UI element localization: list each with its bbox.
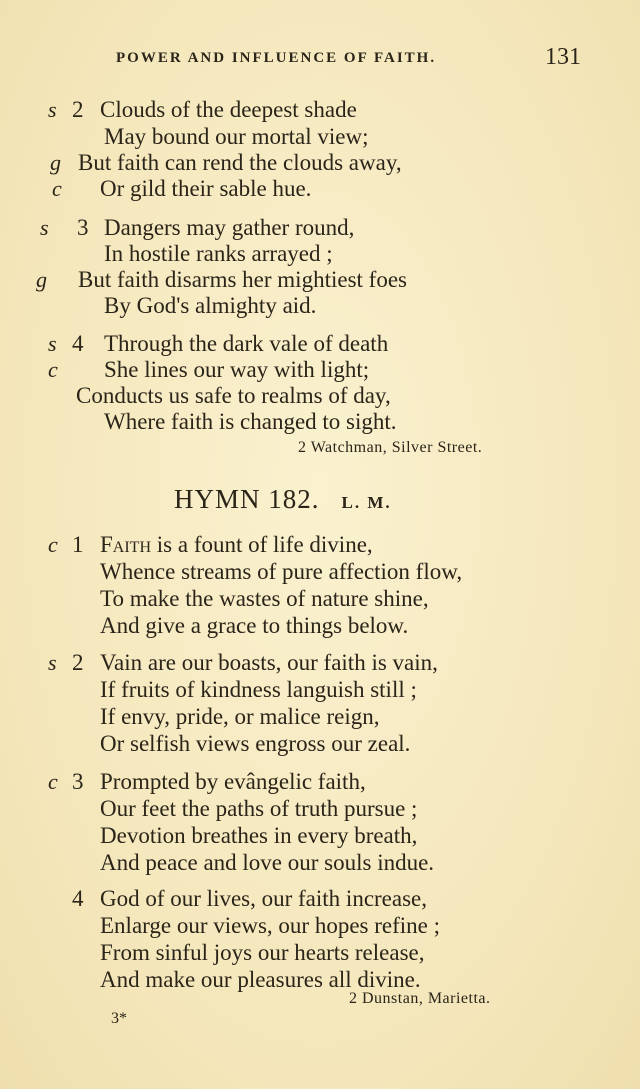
verse-mark: s: [48, 331, 57, 356]
verse-line: If envy, pride, or malice reign,: [100, 704, 380, 729]
verse-line: Enlarge our views, our hopes refine ;: [100, 913, 441, 938]
verse-line: But faith disarms her mightiest foes: [78, 267, 407, 292]
verse-mark: s: [40, 215, 49, 240]
verse-line: Dangers may gather round,: [104, 215, 355, 240]
verse-line: By God's almighty aid.: [104, 293, 317, 318]
verse-line: In hostile ranks arrayed ;: [104, 241, 333, 266]
verse-line: May bound our mortal view;: [104, 124, 369, 149]
verse-line: Prompted by evângelic faith,: [100, 769, 366, 794]
verse-line: Or gild their sable hue.: [100, 176, 312, 201]
verse-number: 4: [72, 886, 84, 911]
verse-line: Devotion breathes in every breath,: [100, 823, 418, 848]
verse-mark: c: [52, 176, 62, 201]
hymn-heading: [174, 484, 392, 515]
page-number: 131: [545, 44, 581, 70]
verse-line: She lines our way with light;: [104, 357, 370, 382]
verse-number: 2: [72, 650, 84, 675]
verse-line: Conducts us safe to realms of day,: [76, 383, 391, 408]
verse-line: God of our lives, our faith increase,: [100, 886, 428, 911]
verse-line: If fruits of kindness languish still ;: [100, 677, 417, 702]
verse-line: From sinful joys our hearts release,: [100, 940, 425, 965]
verse-line: Our feet the paths of truth pursue ;: [100, 796, 418, 821]
verse-line: Where faith is changed to sight.: [104, 409, 397, 434]
verse-number: 3: [77, 215, 89, 240]
verse-line: Clouds of the deepest shade: [100, 97, 357, 122]
verse-line: And give a grace to things below.: [100, 613, 409, 638]
verse-mark: c: [48, 532, 58, 557]
verse-mark: g: [50, 150, 61, 175]
verse-number: 3: [72, 769, 84, 794]
verse-mark: c: [48, 769, 58, 794]
page-header: [0, 46, 640, 76]
verse-line: [100, 532, 373, 558]
running-title: POWER AND INFLUENCE OF FAITH.: [116, 50, 437, 66]
verse-line: Through the dark vale of death: [104, 331, 389, 356]
verse-mark: c: [48, 357, 58, 382]
tune-reference: 2 Watchman, Silver Street.: [298, 439, 483, 456]
verse-number: 1: [72, 532, 84, 557]
verse-line: Vain are our boasts, our faith is vain,: [100, 650, 438, 675]
initial-word: Faith: [100, 532, 152, 557]
verse-line: And make our pleasures all divine.: [100, 967, 421, 992]
printer-signature: 3*: [111, 1010, 127, 1027]
verse-mark: g: [36, 267, 47, 292]
verse-line: To make the wastes of nature shine,: [100, 586, 429, 611]
hymn-title: HYMN 182.: [174, 484, 320, 514]
verse-line-rest: is a fount of life divine,: [151, 532, 373, 557]
verse-mark: s: [48, 97, 57, 122]
verse-line: Or selfish views engross our zeal.: [100, 731, 411, 756]
verse-number: 2: [72, 97, 84, 122]
tune-reference: 2 Dunstan, Marietta.: [349, 990, 491, 1007]
verse-number: 4: [72, 331, 84, 356]
verse-line: And peace and love our souls indue.: [100, 850, 435, 875]
verse-line: Whence streams of pure affection flow,: [100, 559, 463, 584]
verse-line: But faith can rend the clouds away,: [78, 150, 402, 175]
verse-mark: s: [48, 650, 57, 675]
hymn-meter: L. M.: [341, 493, 392, 512]
